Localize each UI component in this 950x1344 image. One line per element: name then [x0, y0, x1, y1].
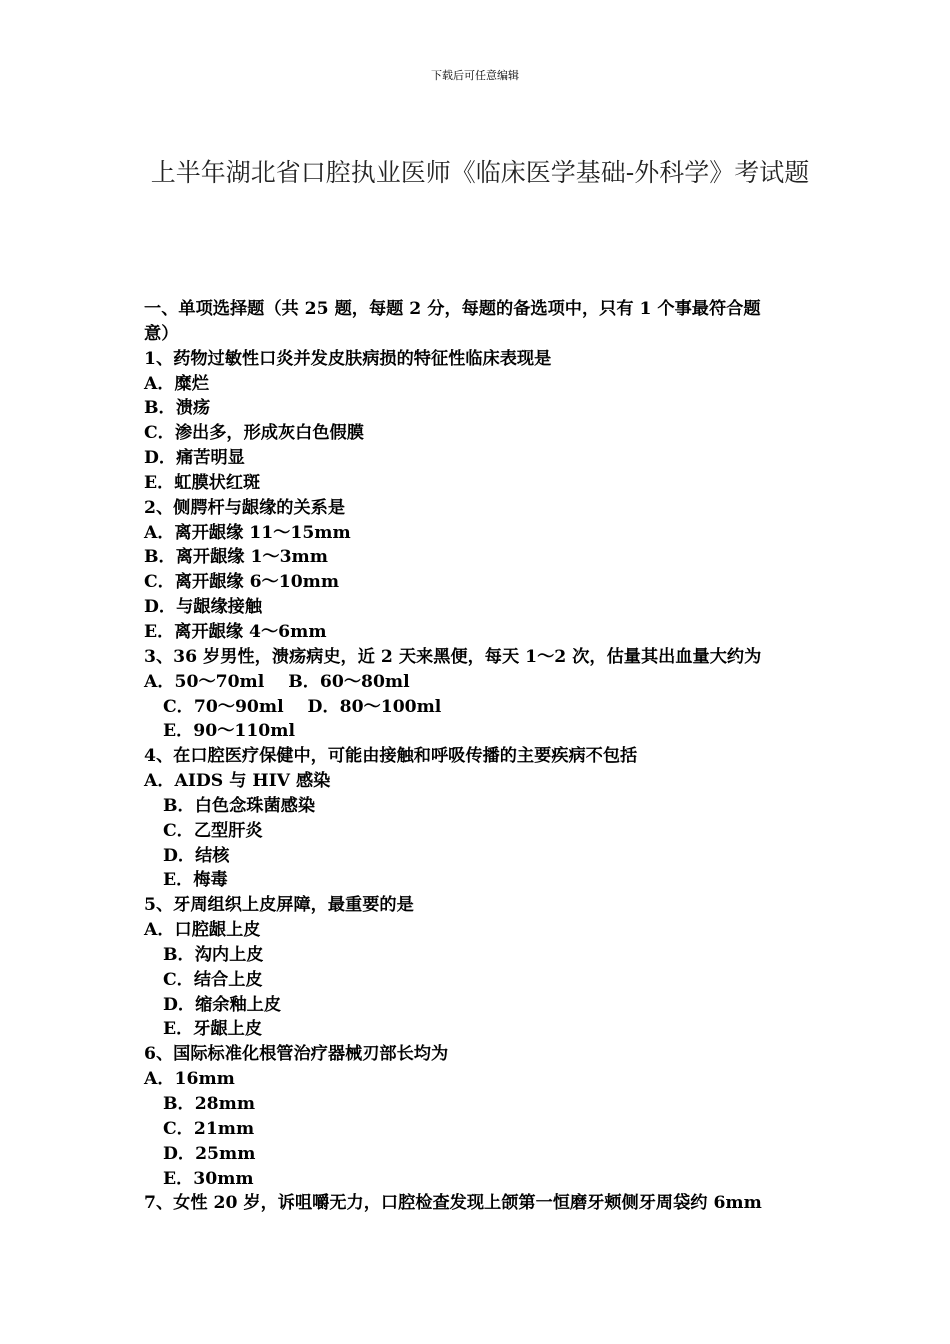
option-line: B．溃疡: [144, 398, 211, 419]
option-line: A．口腔龈上皮: [144, 920, 261, 941]
option-line: D．与龈缘接触: [144, 597, 263, 618]
question-7: 7、女性 20 岁，诉咀嚼无力，口腔检查发现上颌第一恒磨牙颊侧牙周袋约 6mm: [144, 1193, 762, 1214]
option-line: E．牙龈上皮: [163, 1019, 263, 1040]
option-line: B．白色念珠菌感染: [163, 795, 316, 816]
question-3: 3、36 岁男性，溃疡病史，近 2 天来黑便，每天 1～2 次，估量其出血量大约为: [144, 646, 762, 667]
document-title: 上半年湖北省口腔执业医师《临床医学基础-外科学》考试题: [150, 158, 810, 187]
section-heading: 一、单项选择题（共 25 题，每题 2 分，每题的备选项中，只有 1 个事最符合题: [144, 299, 761, 319]
option-line: A．离开龈缘 11～15mm: [144, 522, 351, 543]
option-line: C．21mm: [163, 1118, 255, 1139]
option-line: B．28mm: [163, 1094, 256, 1114]
option-line: C．离开龈缘 6～10mm: [144, 572, 340, 593]
option-line: E．90～110ml: [163, 721, 295, 742]
question-2: 2、侧腭杆与龈缘的关系是: [144, 497, 346, 518]
option-line: D．痛苦明显: [144, 448, 245, 469]
option-line: C．70～90ml D．80～100ml: [163, 696, 442, 717]
option-line: D．缩余釉上皮: [163, 994, 282, 1015]
option-line: C．乙型肝炎: [163, 820, 263, 841]
option-line: E．离开龈缘 4～6mm: [144, 621, 327, 642]
exam-content: [144, 297, 814, 1216]
option-line: C．渗出多，形成灰白色假膜: [144, 423, 364, 444]
header-note: 下载后可任意编辑: [431, 69, 519, 82]
option-line: B．沟内上皮: [163, 944, 264, 965]
option-line: A．AIDS 与 HIV 感染: [144, 771, 331, 792]
section-heading-continuation: 意）: [144, 323, 179, 344]
option-line: D．25mm: [163, 1143, 256, 1164]
option-line: A．糜烂: [144, 373, 209, 394]
question-4: 4、在口腔医疗保健中，可能由接触和呼吸传播的主要疾病不包括: [144, 746, 638, 767]
question-5: 5、牙周组织上皮屏障，最重要的是: [144, 895, 414, 916]
option-line: E．虹膜状红斑: [144, 472, 261, 493]
option-line: A．50～70ml B．60～80ml: [144, 671, 410, 692]
option-line: D．结核: [163, 845, 230, 866]
question-1: 1、药物过敏性口炎并发皮肤病损的特征性临床表现是: [144, 348, 552, 369]
option-line: E．梅毒: [163, 870, 228, 891]
option-line: B．离开龈缘 1～3mm: [144, 547, 328, 568]
question-6: 6、国际标准化根管治疗器械刃部长均为: [144, 1044, 449, 1065]
option-line: C．结合上皮: [163, 969, 263, 990]
option-line: E．30mm: [163, 1168, 254, 1189]
option-line: A．16mm: [144, 1069, 235, 1090]
